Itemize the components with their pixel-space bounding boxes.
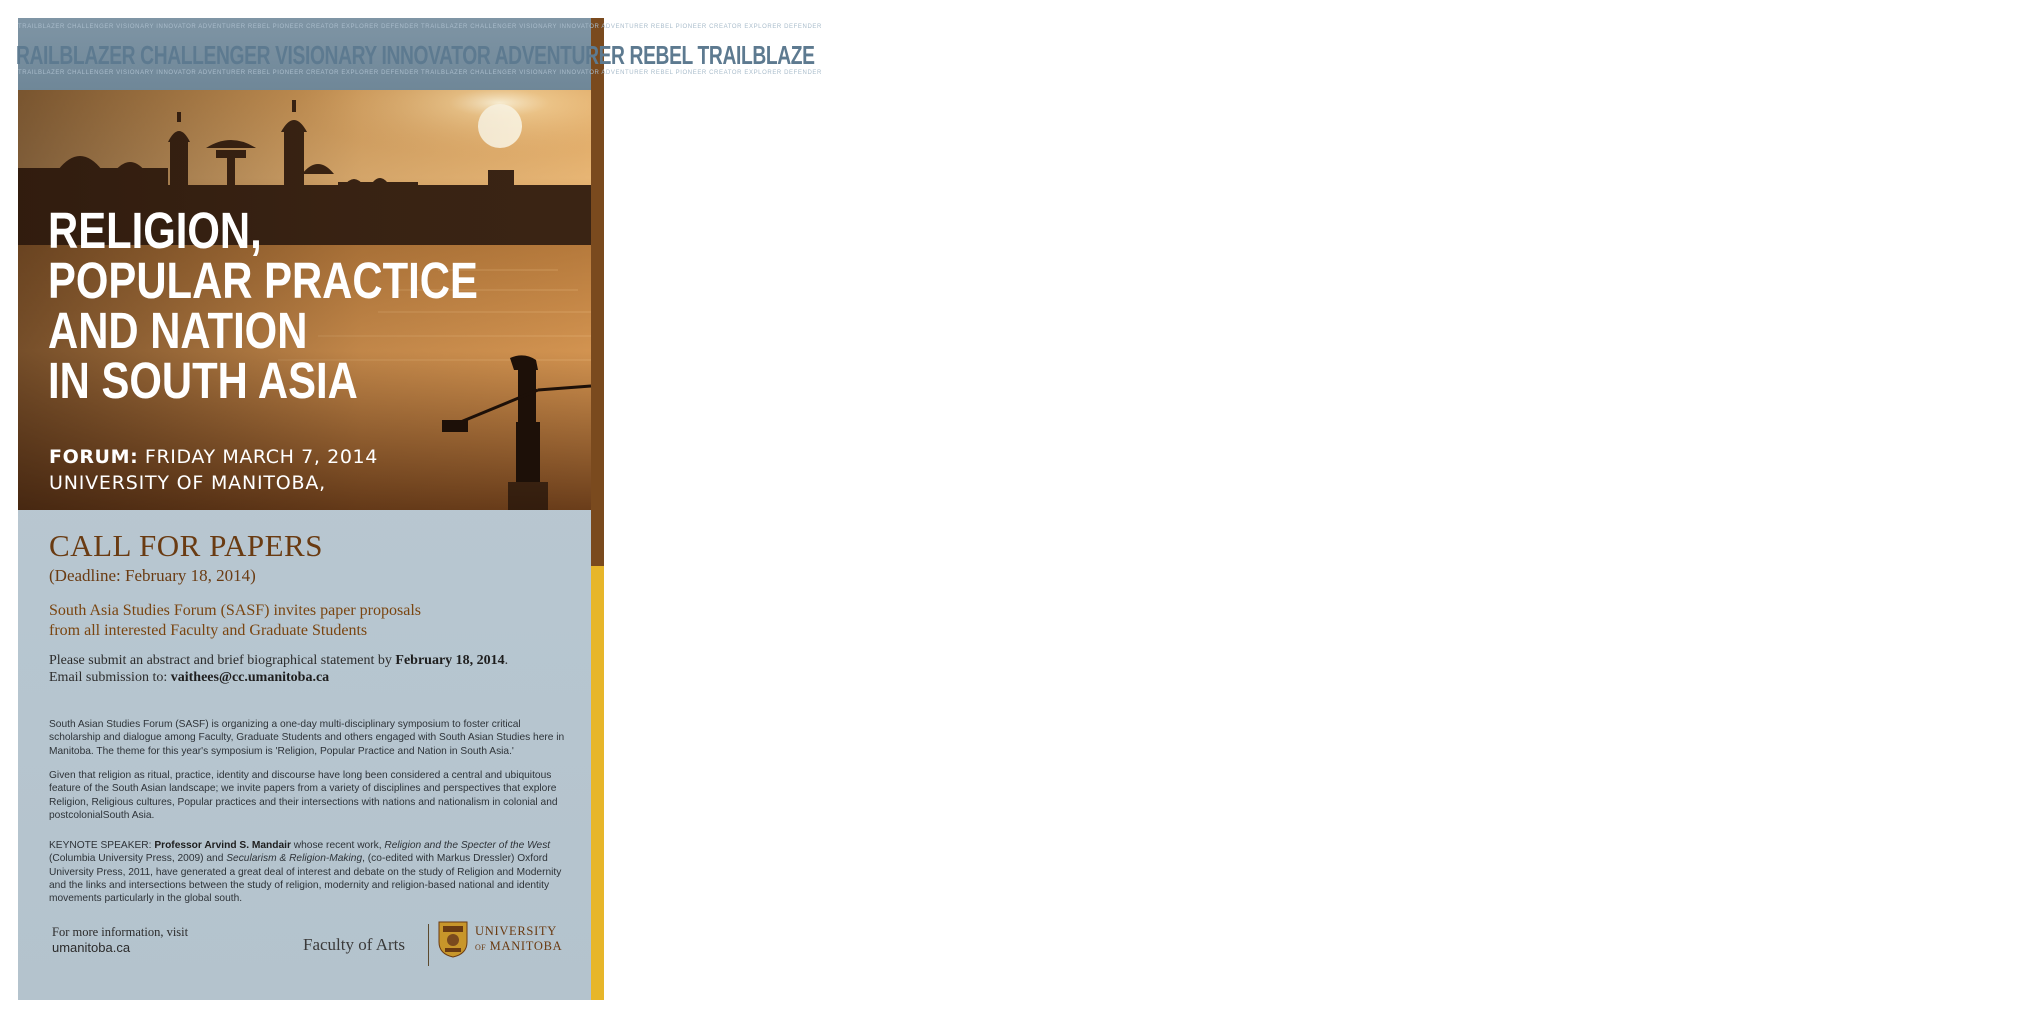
invitation-line: from all interested Faculty and Graduate Students [49, 622, 368, 639]
email-line [49, 669, 508, 686]
submission-line [49, 652, 508, 669]
university-of: OF [475, 943, 486, 952]
keynote-book-1: Religion and the Specter of the West [384, 840, 551, 851]
forum-date: FRIDAY MARCH 7, 2014 [138, 446, 378, 468]
banner-big-text: RAILBLAZER CHALLENGER VISIONARY INNOVATOR ADVENTURER REBEL TRAILBLAZE [16, 40, 815, 70]
email-link[interactable]: vaithees@cc.umanitoba.ca [170, 670, 330, 685]
side-bar-brown [591, 18, 604, 566]
description-paragraph-2: Given that religion as ritual, practice, identity and discourse have long been considered a central and ubiquitous feature of the South Asian landscape; we invite papers from a variety of disciplines and perspectives that explore Religion, Religious cultures, Popular practices and their intersections with nations and nationalism in colonial and postcolonialSouth Asia. [49, 770, 558, 821]
side-bar-gold [591, 566, 604, 1000]
keynote-book-2: Secularism & Religion-Making [226, 853, 363, 865]
header-banner [16, 18, 822, 90]
title-line: RELIGION, [48, 202, 262, 259]
submission-deadline: February 18, 2014 [395, 653, 505, 668]
title-line: IN SOUTH ASIA [48, 352, 358, 409]
title-line: POPULAR PRACTICE [48, 252, 478, 309]
submission-text: Please submit an abstract and brief biographical statement by [49, 653, 396, 668]
event-title [48, 202, 478, 409]
submission-end: . [504, 653, 509, 668]
forum-date-line [49, 446, 378, 468]
keynote-text: , (co-edited with Markus Dressler) Oxford University Press, 2011, have generated a great deal of interest and debate on the study of Religion and Modernity and the links and intersections between the study of religion, modernity and religion-based national and identity movements particularly in the global south. [49, 853, 562, 905]
forum-label: FORUM: [49, 446, 139, 468]
venue: UNIVERSITY OF MANITOBA, [49, 472, 327, 494]
more-info [52, 925, 188, 955]
description-paragraph-1: South Asian Studies Forum (SASF) is organizing a one-day multi-disciplinary symposium to foster critical scholarship and dialogue among Faculty, Graduate Students and others engaged with South Asian Studies here in Manitoba. The theme for this year's symposium is 'Religion, Popular Practice and Nation in South Asia.' [49, 719, 565, 757]
university-crest-icon [437, 920, 469, 958]
invitation-text [49, 601, 421, 641]
keynote-text: (Columbia University Press, 2009) and [49, 853, 227, 865]
call-for-papers-heading: CALL FOR PAPERS [49, 528, 323, 563]
submission-info [49, 652, 508, 686]
title-line: AND NATION [48, 302, 308, 359]
invitation-line: South Asia Studies Forum (SASF) invites paper proposals [49, 602, 422, 619]
more-info-text: For more information, visit [52, 925, 189, 939]
footer-divider [428, 924, 429, 966]
banner-small-text-bottom: TRAILBLAZER CHALLENGER VISIONARY INNOVATOR ADVENTURER REBEL PIONEER CREATOR EXPLORER DEFENDER TRAILBLAZER CHALLENGER VISIONARY INNOVATOR ADVENTURER REBEL PIONEER CREATOR EXPLORER DEFENDER [18, 70, 822, 76]
keynote-text: whose recent work, [290, 840, 385, 851]
keynote-speaker-name: Professor Arvind S. Mandair [154, 840, 291, 851]
university-word: UNIVERSITY [475, 924, 557, 938]
manitoba-word: MANITOBA [485, 939, 563, 953]
banner-small-text: TRAILBLAZER CHALLENGER VISIONARY INNOVATOR ADVENTURER REBEL PIONEER CREATOR EXPLORER DEFENDER TRAILBLAZER CHALLENGER VISIONARY INNOVATOR ADVENTURER REBEL PIONEER CREATOR EXPLORER DEFENDER [18, 24, 822, 30]
website-link[interactable]: umanitoba.ca [52, 940, 131, 955]
email-label: Email submission to: [49, 670, 171, 685]
faculty-name: Faculty of Arts [303, 935, 405, 954]
manitoba-line [475, 939, 562, 955]
deadline-text: (Deadline: February 18, 2014) [49, 566, 256, 585]
keynote-paragraph [49, 839, 569, 905]
poster [16, 18, 822, 1000]
hero-photo [18, 90, 591, 510]
university-logo-text [475, 924, 562, 955]
keynote-label: KEYNOTE SPEAKER: [49, 840, 155, 851]
